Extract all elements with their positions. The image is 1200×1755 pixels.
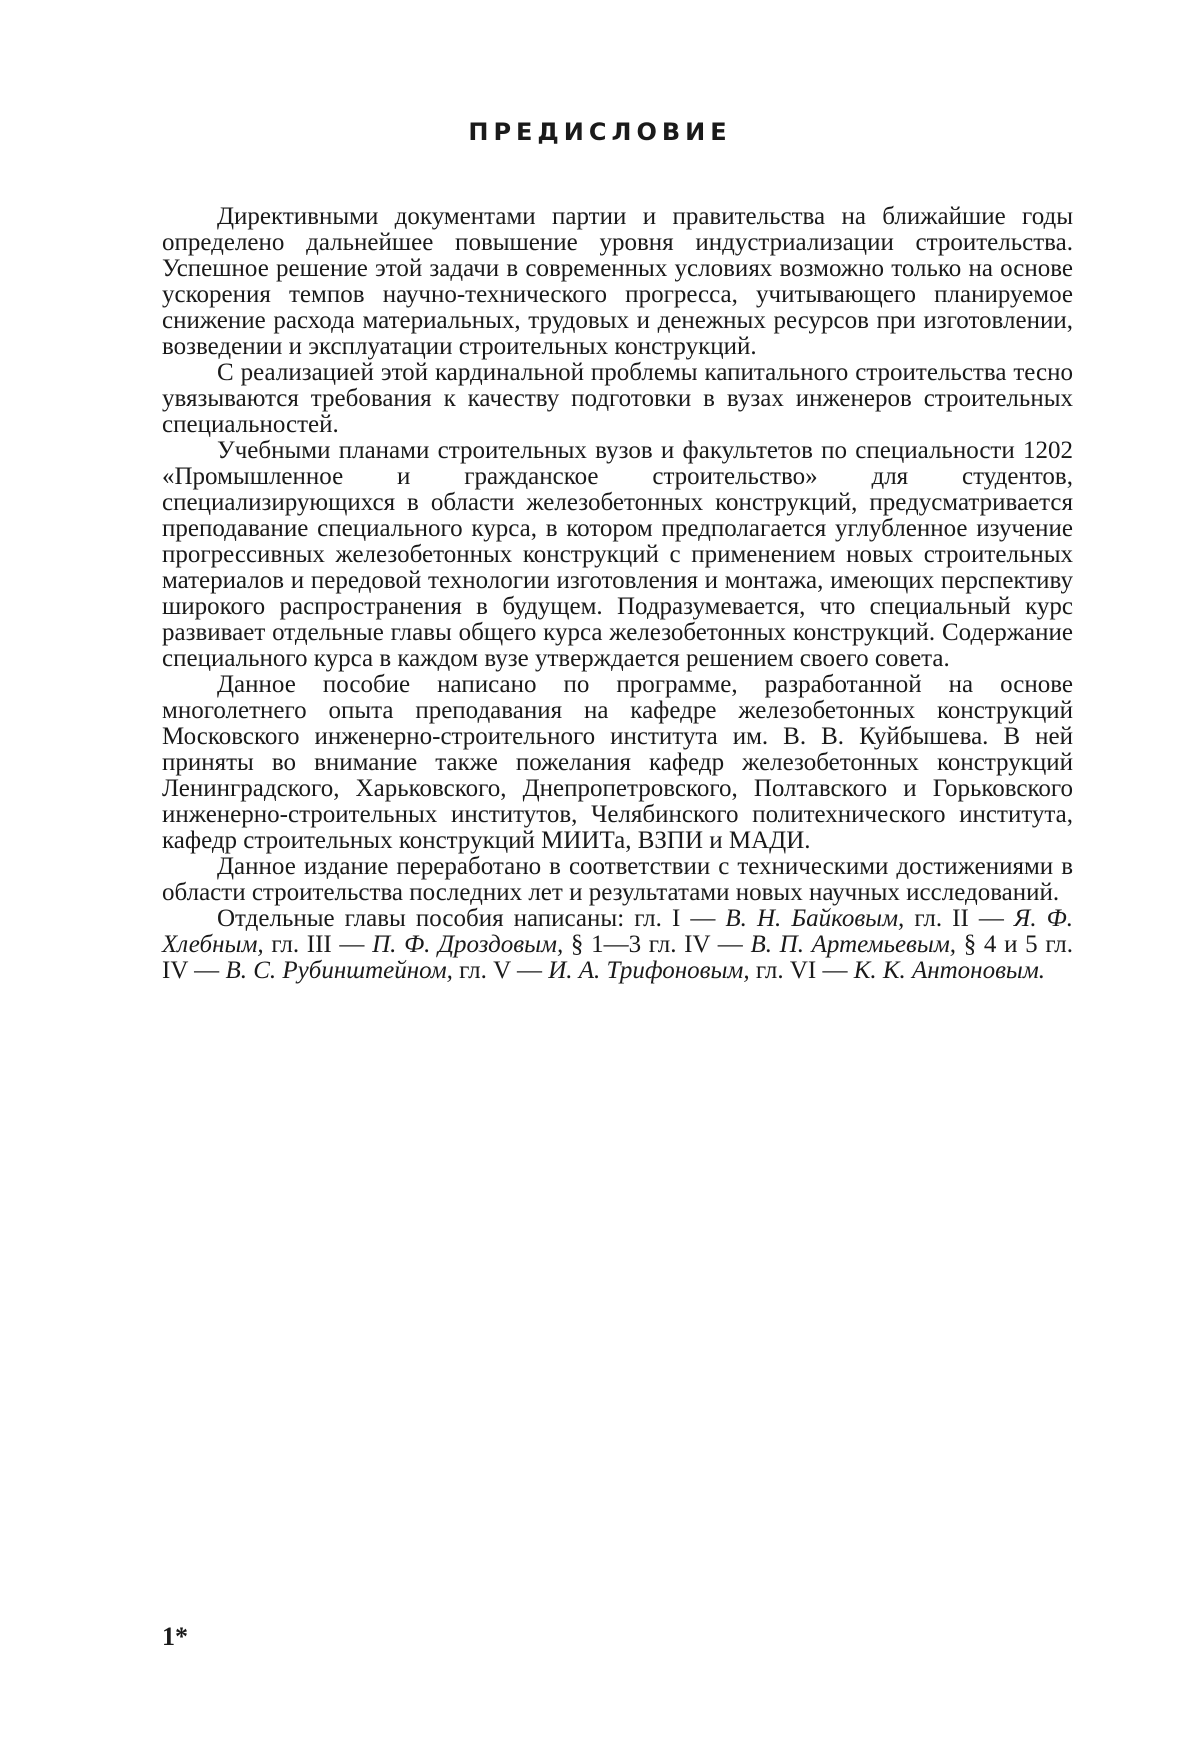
author-name: В. Н. Байковым, [725,905,905,932]
authors-separator: гл. V — [452,957,549,984]
author-name: В. П. Артемьевым, [750,931,957,958]
paragraph-3: Учебными планами строительных вузов и факультетов по специальности 1202 «Промышленное и гражданское строительство» для студентов, специализирующихся в области железобетонных конструкций, предусматривается преподавание специального курса, в котором предполагается углубленное изучение прогрессивных железобетонных конструкций с применением новых строительных материалов и передовой технологии изготовления и монтажа, имеющих перспективу широкого распространения в будущем. Подразумевается, что специальный курс развивает отдельные главы общего курса железобетонных конструкций. Содержание специального курса в каждом вузе утверждается решением своего совета. [162,437,1073,672]
paragraph-4: Данное пособие написано по программе, разработанной на основе многолетнего опыта преподавания на кафедре железобетонных конструкций Московского инженерно-строительного института им. В. В. Куйбышева. В ней приняты во внимание также пожелания кафедр железобетонных конструкций Ленинградского, Харьковского, Днепропетровского, Полтавского и Горьковского инженерно-строительных институтов, Челябинского политехнического института, кафедр строительных конструкций МИИТа, ВЗПИ и МАДИ. [162,671,1073,854]
page-signature-mark: 1* [162,1622,188,1651]
authors-separator: § 1—3 гл. IV — [563,931,751,958]
preface-body [162,204,1073,984]
authors-paragraph [162,906,1073,984]
authors-intro: Отдельные главы пособия написаны: гл. I — [217,905,726,932]
authors-separator: гл. III — [263,931,373,958]
author-name: Я. Ф. Хлебным, [162,905,1073,958]
author-name: П. Ф. Дроздовым, [372,931,564,958]
page-title: ПРЕДИСЛОВИЕ [468,118,732,146]
author-name: И. А. Трифоновым, [548,957,750,984]
paragraph-1: Директивными документами партии и правительства на ближайшие годы определено дальнейшее повышение уровня индустриализации строительства. Успешное решение этой задачи в современных условиях возможно только на основе ускорения темпов научно-технического прогресса, учитывающего планируемое снижение расхода материальных, трудовых и денежных ресурсов при изготовлении, возведении и эксплуатации строительных конструкций. [162,203,1073,360]
authors-separator: гл. II — [904,905,1014,932]
author-name: В. С. Рубинштейном, [225,957,453,984]
authors-separator: гл. VI — [749,957,854,984]
paragraph-5: Данное издание переработано в соответствии с техническими достижениями в области строительства последних лет и результатами новых научных исследований. [162,853,1073,906]
authors-separator: § 4 и 5 гл. IV — [162,931,1074,984]
paragraph-2: С реализацией этой кардинальной проблемы капитального строительства тесно увязываются требования к качеству подготовки в вузах инженеров строительных специальностей. [162,359,1073,438]
author-name: К. К. Антоновым. [853,957,1046,984]
